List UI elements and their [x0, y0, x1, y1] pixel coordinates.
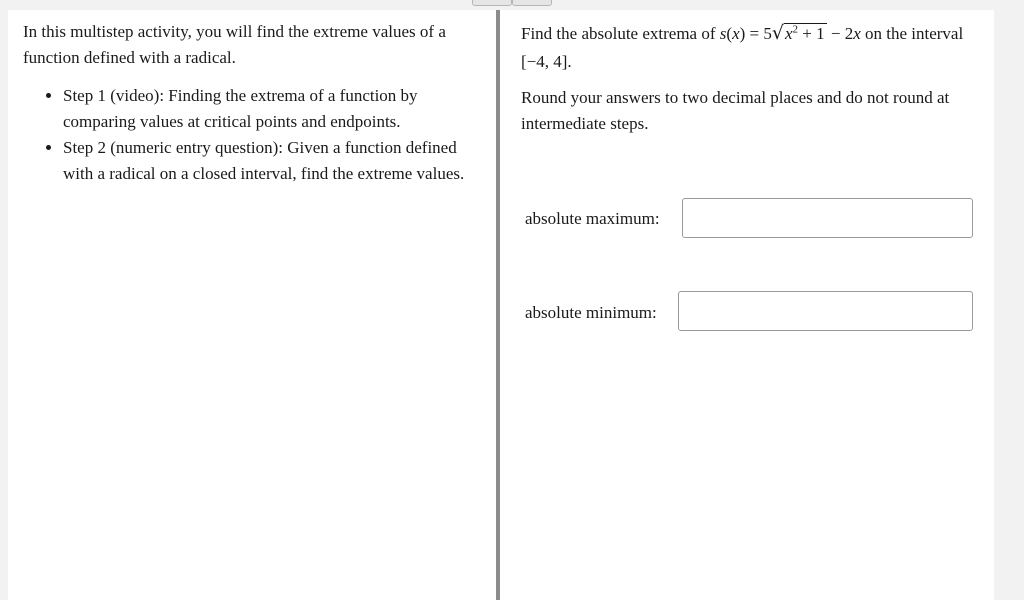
radicand-variable: x — [784, 24, 793, 43]
prompt-suffix: on the interval — [860, 24, 964, 43]
instructions-panel — [23, 19, 483, 187]
panel-tab-right[interactable] — [512, 0, 552, 6]
panel-divider[interactable] — [496, 10, 500, 600]
function-variable: x — [732, 24, 740, 43]
radicand-constant: + 1 — [798, 24, 825, 43]
question-prompt: Find the absolute extrema of $s(x) = 5√x^2 + 1 - 2x$ on the interval [−4, 4]. — [521, 19, 981, 76]
radicand-exponent: 2 — [792, 23, 799, 36]
question-panel — [521, 19, 981, 137]
absolute-maximum-label: absolute maximum: — [525, 209, 660, 228]
prompt-prefix: Find the absolute extrema of — [521, 24, 720, 43]
interval: [−4, 4]. — [521, 52, 572, 71]
absolute-minimum-input[interactable] — [678, 291, 973, 331]
function-coefficient: 5 — [763, 24, 772, 43]
step-item-2: • Step 2 (numeric entry question): Given a function defined with a radical on a closed interval, find the extreme values. — [63, 135, 483, 187]
step-item-1: • Step 1 (video): Finding the extrema of a function by comparing values at critical points and endpoints. — [63, 83, 483, 135]
square-root — [772, 19, 827, 48]
absolute-minimum-label: absolute minimum: — [525, 303, 657, 322]
absolute-maximum-input[interactable] — [682, 198, 973, 238]
rounding-note: Round your answers to two decimal places and do not round at intermediate steps. — [521, 88, 950, 133]
steps-list — [23, 83, 483, 187]
linear-term-variable: x — [853, 24, 861, 43]
linear-term-coefficient: − 2 — [826, 24, 854, 43]
intro-paragraph: In this multistep activity, you will find the extreme values of a function defined with a radical. — [23, 22, 446, 67]
function-name: s — [719, 24, 727, 43]
panel-tab-left[interactable] — [472, 0, 512, 6]
radical-sign-icon: √ — [771, 22, 784, 44]
